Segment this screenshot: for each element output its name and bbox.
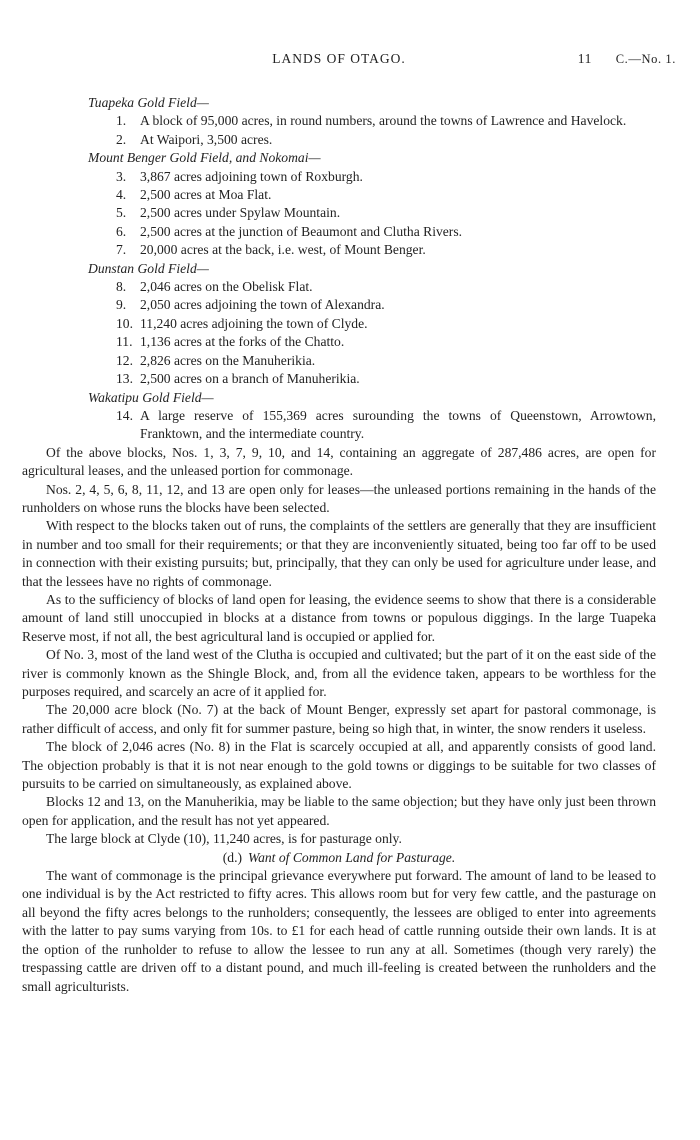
list-item xyxy=(116,112,656,130)
list-item xyxy=(116,278,656,296)
item-text: 2,500 acres on a branch of Manuherikia. xyxy=(140,371,360,387)
paragraph: Nos. 2, 4, 5, 6, 8, 11, 12, and 13 are open only for leases—the unleased portions remaining in the hands of the runholders on whose runs the blocks have been selected. xyxy=(22,481,656,515)
item-text: 2,500 acres under Spylaw Mountain. xyxy=(140,205,341,221)
list-item xyxy=(116,333,656,351)
item-number: 3. xyxy=(116,168,127,184)
item-number: 1. xyxy=(116,113,127,129)
subheading-title: Want of Common Land for Pasturage. xyxy=(248,849,456,865)
field-heading: Mount Benger Gold Field, and Nokomai— xyxy=(88,150,321,166)
section-subheading xyxy=(22,849,656,867)
item-text: 2,500 acres at Moa Flat. xyxy=(140,187,272,203)
list-item xyxy=(116,204,656,222)
paragraph: Of No. 3, most of the land west of the Clutha is occupied and cultivated; but the part of it on the east side of the river is commonly known as the Shingle Block, and, from all the evidence taken, appears to be worthless for the purposes required, and scarcely an acre of it applied for. xyxy=(22,647,656,699)
list-item xyxy=(116,131,656,149)
item-text: 2,500 acres at the junction of Beaumont and Clutha Rivers. xyxy=(140,223,463,239)
list-item xyxy=(116,296,656,314)
item-number: 14. xyxy=(116,407,133,423)
item-text: A block of 95,000 acres, in round numbers, around the towns of Lawrence and Havelock. xyxy=(140,113,627,129)
running-head: LANDS OF OTAGO. xyxy=(272,51,406,66)
gold-field-list xyxy=(22,94,656,444)
item-number: 13. xyxy=(116,371,133,387)
item-number: 9. xyxy=(116,297,127,313)
paragraph: As to the sufficiency of blocks of land open for leasing, the evidence seems to show that there is a considerable amount of land still unoccupied in blocks at a distance from towns or populous diggings. In the large Tuapeka Reserve most, if not all, the best agricultural land is occupied or applied for. xyxy=(22,591,656,644)
item-number: 11. xyxy=(116,334,133,350)
paragraph: Of the above blocks, Nos. 1, 3, 7, 9, 10, and 14, containing an aggregate of 287,486 acres, are open for agricultural leases, and the unleased portion for commonage. xyxy=(22,444,656,479)
list-item xyxy=(116,168,656,186)
item-number: 2. xyxy=(116,131,127,147)
list-item xyxy=(116,407,656,444)
item-text: 1,136 acres at the forks of the Chatto. xyxy=(140,334,345,350)
item-number: 8. xyxy=(116,279,127,295)
item-text: 11,240 acres adjoining the town of Clyde. xyxy=(140,315,368,331)
field-heading: Tuapeka Gold Field— xyxy=(88,95,209,110)
body-text-b xyxy=(22,867,656,996)
item-text: At Waipori, 3,500 acres. xyxy=(140,131,273,147)
field-heading: Wakatipu Gold Field— xyxy=(88,389,214,405)
list-item xyxy=(116,241,656,259)
item-text: 3,867 acres adjoining town of Roxburgh. xyxy=(140,168,363,184)
subheading-label: (d.) xyxy=(222,849,243,865)
paragraph: With respect to the blocks taken out of runs, the complaints of the settlers are generally that they are insufficient in number and too small for their requirements; or that they are inconveniently situated, being too far off to be used in connection with their existing pursuits; but, principally, that they can only be used for agriculture under lease, and that the lessees have no rights of commonage. xyxy=(22,518,656,589)
item-text: A large reserve of 155,369 acres surounding the towns of Queenstown, Arrowtown, Franktown, and the intermediate country. xyxy=(140,407,656,442)
field-heading: Dunstan Gold Field— xyxy=(88,260,209,276)
paragraph: The want of commonage is the principal grievance everywhere put forward. The amount of land to be leased to one individual is by the Act restricted to fifty acres. This allows room but for very few cattle, and the pasturage on all beyond the fifty acres belongs to the runholders; consequently, the lessees are obliged to enter into agreements with the latter to pay sums varying from 10s. to £1 for each head of cattle running outside their own lands. It is at the option of the runholder to refuse to allow the lessee to run any at all. Sometimes (though very rarely) the trespassing cattle are driven off to a distant pound, and much ill-feeling is created between the runholders and the small agriculturists. xyxy=(22,868,656,994)
paragraph: The 20,000 acre block (No. 7) at the back of Mount Benger, expressly set apart for pastoral commonage, is rather difficult of access, and only fit for summer pasture, being so high that, in winter, the snow renders it useless. xyxy=(22,702,656,736)
body-text-a xyxy=(22,444,656,849)
paragraph: The large block at Clyde (10), 11,240 acres, is for pasturage only. xyxy=(46,831,402,847)
item-text: 2,046 acres on the Obelisk Flat. xyxy=(140,279,313,295)
item-number: 5. xyxy=(116,205,127,221)
document-reference: C.—No. 1. xyxy=(615,52,676,66)
item-number: 7. xyxy=(116,242,127,258)
item-number: 12. xyxy=(116,352,133,368)
item-number: 4. xyxy=(116,187,127,203)
item-number: 6. xyxy=(116,223,127,239)
item-number: 10. xyxy=(116,315,133,331)
page-number: 11 xyxy=(577,51,592,66)
item-text: 2,826 acres on the Manuherikia. xyxy=(140,352,316,368)
list-item xyxy=(116,223,656,241)
list-item xyxy=(116,370,656,388)
paragraph: Blocks 12 and 13, on the Manuherikia, may be liable to the same objection; but they have only just been thrown open for application, and the result has not yet appeared. xyxy=(22,794,656,828)
item-text: 2,050 acres adjoining the town of Alexandra. xyxy=(140,297,385,313)
item-text: 20,000 acres at the back, i.e. west, of Mount Benger. xyxy=(140,242,426,258)
list-item xyxy=(116,186,656,204)
list-item xyxy=(116,315,656,333)
list-item xyxy=(116,352,656,370)
page-header xyxy=(22,50,676,72)
paragraph: The block of 2,046 acres (No. 8) in the Flat is scarcely occupied at all, and apparently consists of good land. The objection probably is that it is not near enough to the gold towns or diggings to be suitable for two classes of pursuits to be carried on simultaneously, as explained above. xyxy=(22,739,656,792)
